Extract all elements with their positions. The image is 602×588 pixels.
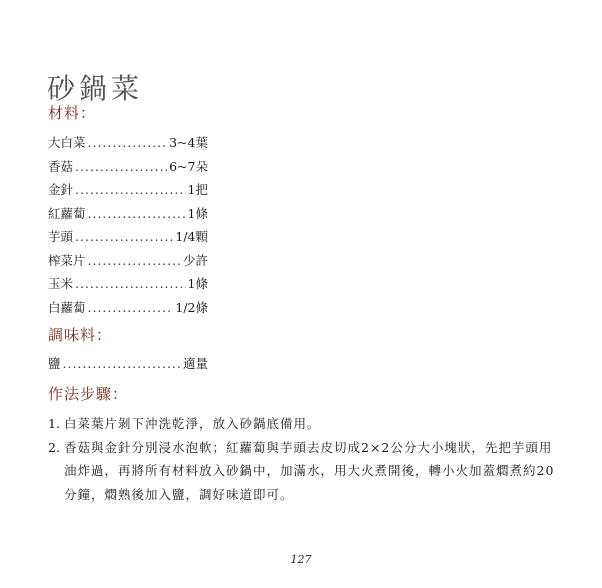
seasoning-quantity: 適量 [182,356,208,371]
page-title: 砂鍋菜 [47,71,144,105]
ingredient-item [48,296,208,320]
method-heading: 作法步驟： [48,385,129,403]
ingredient-name: 紅蘿蔔 [48,205,86,221]
ingredient-name: 香菇 [48,158,74,174]
ingredient-item [48,202,208,226]
ingredient-item [48,155,208,179]
dot-leader [88,296,174,320]
method-steps [48,412,558,506]
ingredient-item [48,131,208,155]
seasoning-name: 鹽 [48,356,61,371]
method-step [48,436,558,507]
ingredient-name: 榨菜片 [48,252,86,268]
ingredient-item [48,225,208,249]
dot-leader [75,178,186,202]
ingredient-quantity: 1把 [187,182,208,197]
dot-leader [75,225,173,249]
dot-leader [88,131,168,155]
dot-leader [75,272,186,296]
ingredient-item [48,272,208,296]
dot-leader [63,352,181,376]
ingredient-name: 白蘿蔔 [48,299,86,315]
step-number: 2. [48,439,60,455]
ingredient-list [48,131,208,319]
dot-leader [88,202,186,226]
ingredient-name: 玉米 [48,276,74,291]
ingredient-quantity: 少許 [182,252,208,268]
page-number: 127 [290,553,312,566]
ingredients-heading: 材料： [48,104,97,122]
ingredient-item [48,178,208,202]
ingredient-quantity: 1/4顆 [175,229,208,244]
ingredient-quantity: 1/2條 [175,299,208,315]
ingredient-name: 芋頭 [48,229,74,244]
ingredient-item [48,249,208,273]
ingredient-name: 大白菜 [48,135,86,150]
ingredient-quantity: 3~4葉 [169,135,208,150]
dot-leader [88,249,181,273]
step-text: 白菜葉片剝下沖洗乾淨，放入砂鍋底備用。 [64,416,321,431]
ingredient-quantity: 1條 [187,205,208,221]
ingredient-quantity: 1條 [187,276,208,291]
ingredient-quantity: 6~7朵 [169,158,208,174]
step-text: 香菇與金針分別浸水泡軟；紅蘿蔔與芋頭去皮切成2×2公分大小塊狀，先把芋頭用油炸過，再將所有材料放入砂鍋中，加滿水，用大火煮開後，轉小火加蓋燜煮約20分鐘，燜熟後加入鹽，調好味道即可。 [64,439,555,502]
seasoning-heading: 調味料： [48,326,113,344]
seasoning-list [48,352,208,376]
dot-leader [75,155,167,179]
seasoning-item [48,352,208,376]
ingredient-name: 金針 [48,182,74,197]
method-step [48,412,558,436]
step-number: 1. [48,416,60,431]
